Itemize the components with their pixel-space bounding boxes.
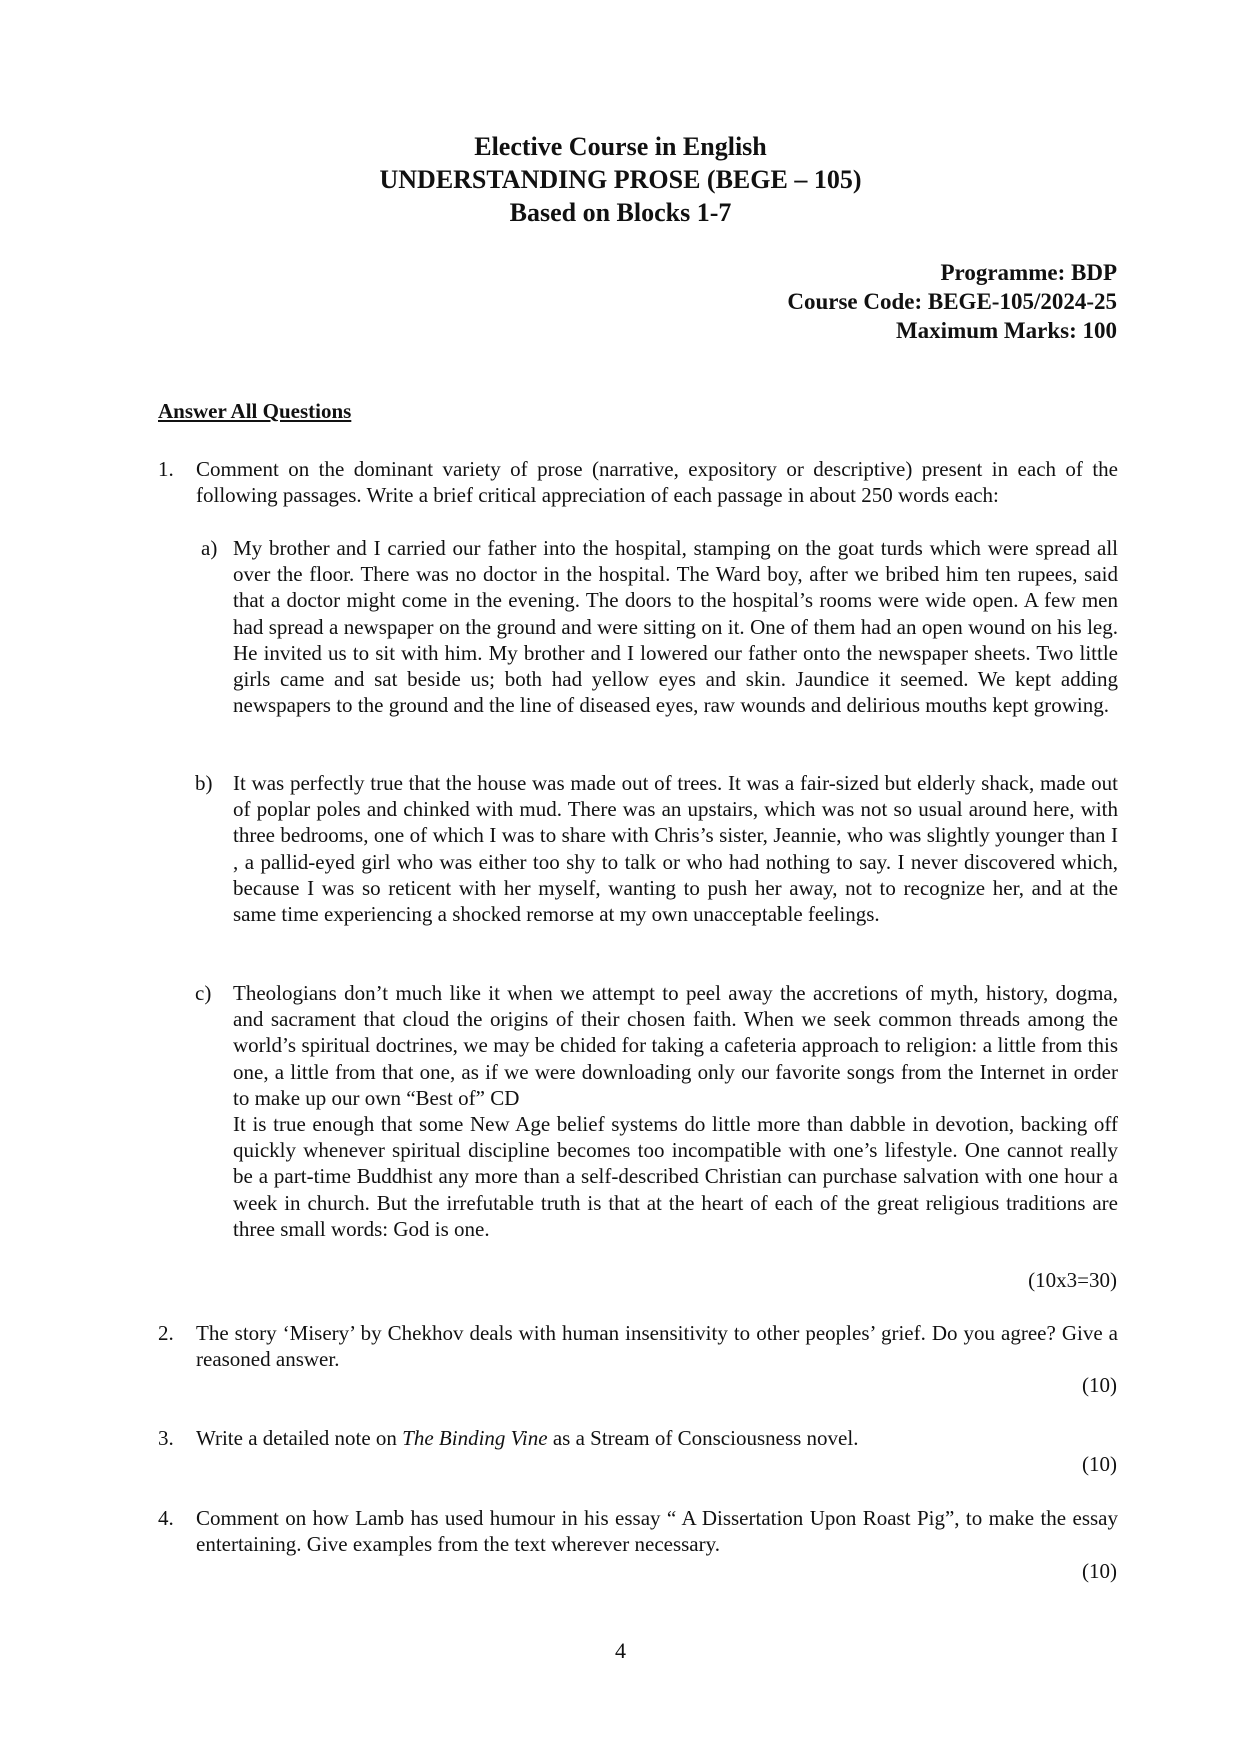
course-code-label: Course Code: BEGE-105/2024-25	[787, 289, 1117, 314]
book-title: The Binding Vine	[402, 1426, 548, 1450]
blocks-heading: Based on Blocks 1-7	[509, 198, 732, 227]
question-number: 4.	[158, 1506, 174, 1530]
marks-label: (10)	[1082, 1559, 1117, 1583]
question-text: The story ‘Misery’ by Chekhov deals with human insensitivity to other peoples’ grief. Do you agree? Give a reasoned answer.	[196, 1321, 1118, 1372]
question-number: 3.	[158, 1426, 174, 1450]
passage-text: It was perfectly true that the house was made out of trees. It was a fair-sized but elderly shack, made out of poplar poles and chinked with mud. There was an upstairs, which was not so usual around here, with three bedrooms, one of which I was to share with Chris’s sister, Jeannie, who was slightly younger than I , a pallid-eyed girl who was either too shy to talk or who had nothing to say. I never discovered which, because I was so reticent with her myself, wanting to push her away, not to recognize her, and at the same time experiencing a shocked remorse at my own unacceptable feelings.	[233, 771, 1118, 927]
instruction-heading: Answer All Questions	[158, 399, 352, 423]
passage-label: c)	[195, 981, 212, 1005]
question-text	[196, 1425, 1118, 1451]
document-title	[0, 130, 1241, 229]
course-type-heading: Elective Course in English	[474, 132, 767, 161]
question-text: Comment on the dominant variety of prose (narrative, expository or descriptive) present in each of the following passages. Write a brief critical appreciation of each passage in about 250 words each:	[196, 457, 1118, 508]
passage-paragraph: Theologians don’t much like it when we attempt to peel away the accretions of myth, history, dogma, and sacrament that cloud the origins of their chosen faith. When we seek common threads among the world’s spiritual doctrines, we may be chided for taking a cafeteria approach to religion: a little from this one, a little from that one, as if we were downloading only our favorite songs from the Internet in order to make up our own “Best of” CD	[233, 981, 1118, 1110]
course-name-heading: UNDERSTANDING PROSE (BEGE – 105)	[379, 165, 862, 194]
passage-c	[195, 980, 1118, 1242]
page-number: 4	[615, 1638, 626, 1663]
question-text-end: as a Stream of Consciousness novel.	[547, 1426, 859, 1450]
question-1	[158, 456, 1118, 508]
passage-text-block	[233, 980, 1118, 1242]
question-text-start: Write a detailed note on	[196, 1426, 403, 1450]
marks-label: (10)	[1082, 1452, 1117, 1476]
question-text: Comment on how Lamb has used humour in his essay “ A Dissertation Upon Roast Pig”, to make the essay entertaining. Give examples from the text wherever necessary.	[196, 1506, 1118, 1557]
passage-a	[195, 535, 1118, 718]
passage-paragraph: It is true enough that some New Age belief systems do little more than dabble in devotion, backing off quickly whenever spiritual discipline becomes too incompatible with one’s lifestyle. One cannot really be a part-time Buddhist any more than a self-described Christian can purchase salvation with one hour a week in church. But the irrefutable truth is that at the heart of each of the great religious traditions are three small words: God is one.	[233, 1112, 1118, 1241]
question-4	[158, 1505, 1118, 1557]
course-meta	[787, 258, 1117, 345]
question-2	[158, 1320, 1118, 1372]
passage-text: My brother and I carried our father into the hospital, stamping on the goat turds which were spread all over the floor. There was no doctor in the hospital. The Ward boy, after we bribed him ten rupees, said that a doctor might come in the evening. The doors to the hospital’s rooms were wide open. A few men had spread a newspaper on the ground and were sitting on it. One of them had an open wound on his leg. He invited us to sit with him. My brother and I lowered our father onto the newspaper sheets. Two little girls came and sat beside us; both had yellow eyes and skin. Jaundice it seemed. We kept adding newspapers to the ground and the line of diseased eyes, raw wounds and delirious mouths kept growing.	[233, 536, 1118, 718]
question-number: 2.	[158, 1321, 174, 1345]
passage-label: a)	[201, 536, 218, 560]
passage-b	[195, 770, 1118, 927]
marks-label: (10)	[1082, 1373, 1117, 1397]
marks-label: (10x3=30)	[1028, 1268, 1117, 1292]
passage-label: b)	[195, 771, 213, 795]
question-3	[158, 1425, 1118, 1451]
question-number: 1.	[158, 457, 174, 481]
programme-label: Programme: BDP	[940, 260, 1117, 285]
max-marks-label: Maximum Marks: 100	[895, 318, 1117, 343]
